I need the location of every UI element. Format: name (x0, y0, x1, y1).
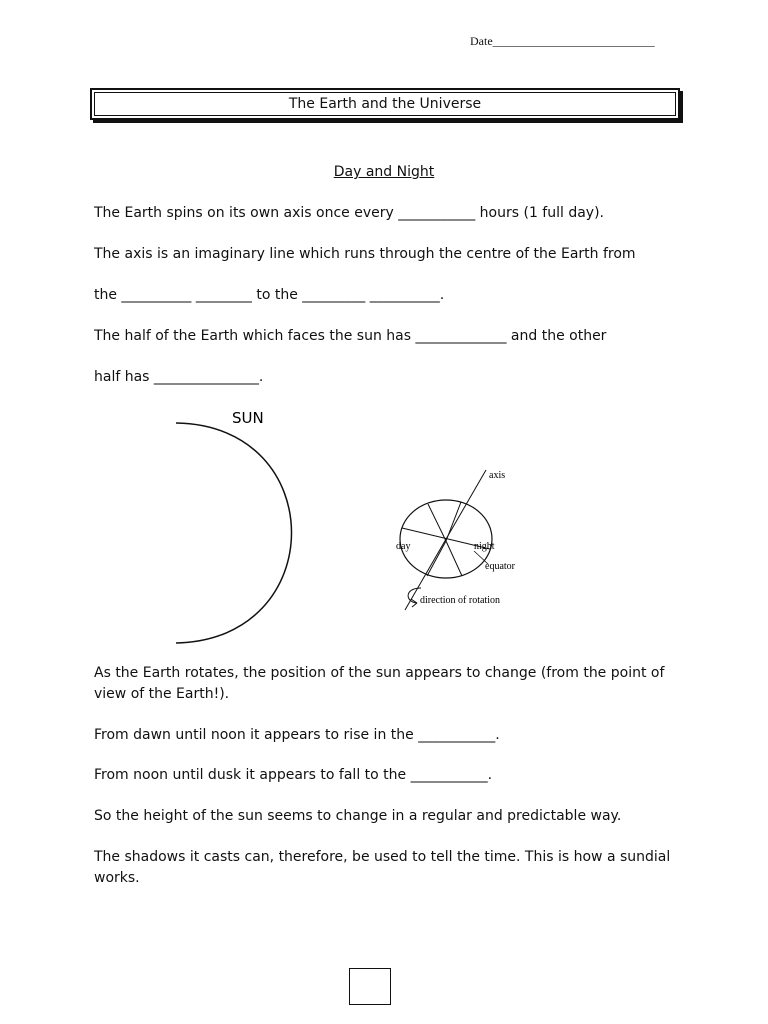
arrowhead-icon (411, 599, 417, 607)
paragraph-sun-position: As the Earth rotates, the position of the sun appears to change (from the point of view of the Earth!). (94, 665, 665, 702)
paragraph-sundial: The shadows it casts can, therefore, be used to tell the time. This is how a sundial works. (94, 849, 671, 886)
paragraph-height: So the height of the sun seems to change in a regular and predictable way. (94, 808, 622, 824)
paragraph-rise: From dawn until noon it appears to rise in the ___________. (94, 727, 500, 743)
page-number-box (349, 968, 391, 1005)
worksheet-title-text: The Earth and the Universe (288, 96, 482, 112)
sun-label: SUN (232, 409, 264, 427)
rotation-label: direction of rotation (420, 595, 500, 606)
segment-line (446, 502, 461, 541)
sun-arc (176, 423, 292, 643)
earth-sun-diagram (0, 400, 768, 660)
paragraph-sun-half: The half of the Earth which faces the sun has _____________ and the other (94, 328, 607, 344)
night-label: night (474, 541, 495, 552)
section-heading: Day and Night (333, 164, 435, 180)
segment-line (427, 541, 446, 576)
paragraph-axis-blanks: the __________ ________ to the _________ __________. (94, 287, 445, 303)
paragraph-fall: From noon until dusk it appears to fall to the ___________. (94, 767, 493, 783)
day-label: day (396, 541, 411, 552)
segment-line (428, 504, 446, 541)
paragraph-axis-hours: The Earth spins on its own axis once every ___________ hours (1 full day). (94, 205, 604, 221)
date-field: Date___________________________ (470, 34, 655, 48)
segment-line (446, 541, 462, 576)
paragraph-other-half: half has _______________. (94, 369, 264, 385)
equator-label: equator (485, 561, 515, 572)
worksheet-title (90, 88, 680, 120)
paragraph-axis-definition: The axis is an imaginary line which runs through the centre of the Earth from (94, 246, 636, 262)
axis-label: axis (489, 470, 506, 481)
